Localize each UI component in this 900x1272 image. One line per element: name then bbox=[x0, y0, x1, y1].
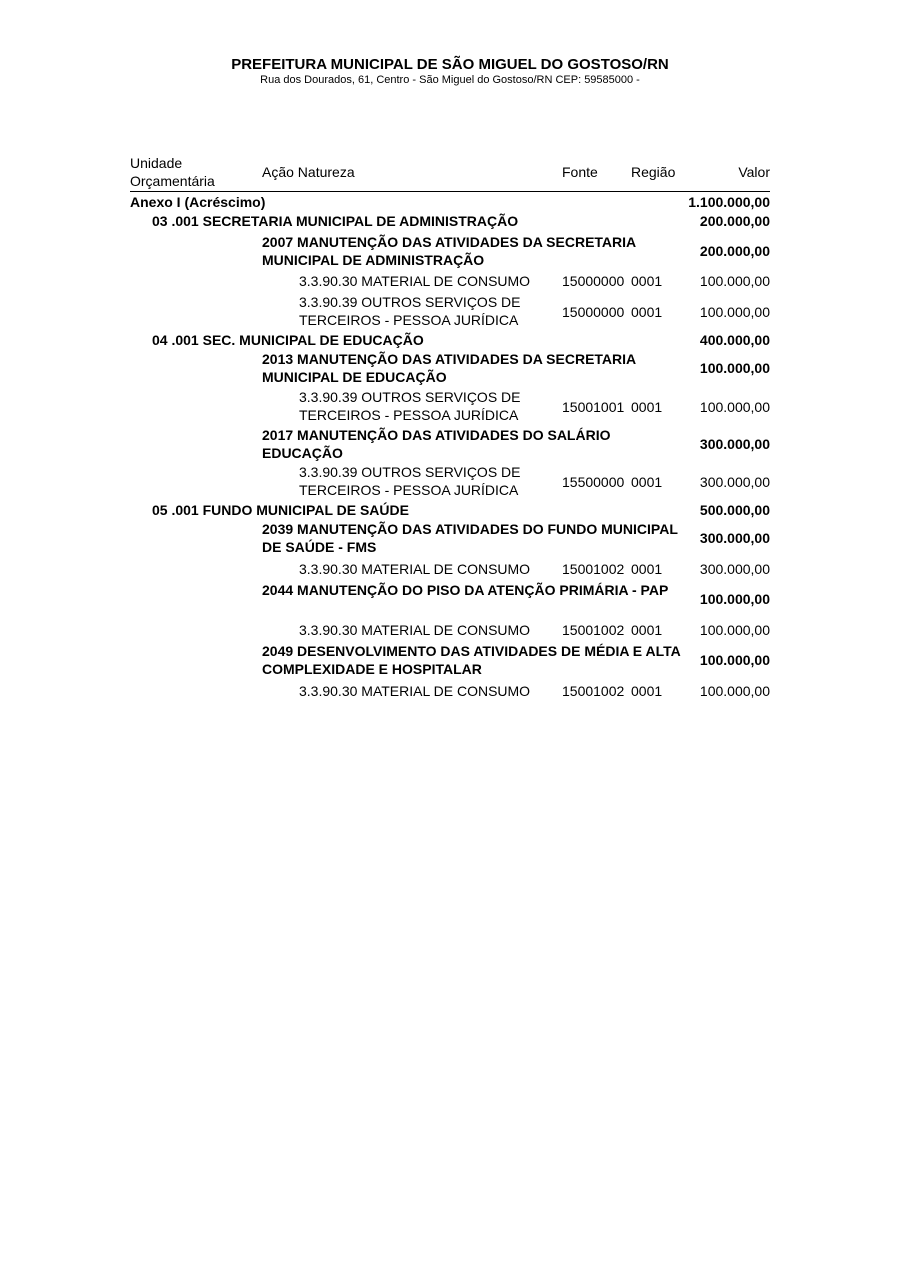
item-natureza: 3.3.90.39 OUTROS SERVIÇOS DE TERCEIROS - PESSOA JURÍDICA bbox=[299, 389, 521, 423]
action-label: 2049 DESENVOLVIMENTO DAS ATIVIDADES DE MÉDIA E ALTA COMPLEXIDADE E HOSPITALAR bbox=[262, 643, 681, 677]
action-valor: 100.000,00 bbox=[699, 652, 770, 668]
item-fonte: 15001002 bbox=[562, 561, 625, 577]
action-valor: 300.000,00 bbox=[699, 530, 770, 546]
item-natureza: 3.3.90.30 MATERIAL DE CONSUMO bbox=[299, 561, 531, 577]
item-regiao: 0001 bbox=[631, 622, 663, 638]
item-valor: 100.000,00 bbox=[699, 683, 770, 699]
item-fonte: 15500000 bbox=[562, 474, 625, 490]
item-valor: 100.000,00 bbox=[699, 304, 770, 320]
unit-label: 03 .001 SECRETARIA MUNICIPAL DE ADMINISTRAÇÃO bbox=[152, 213, 519, 229]
action-label: 2007 MANUTENÇÃO DAS ATIVIDADES DA SECRETARIA MUNICIPAL DE ADMINISTRAÇÃO bbox=[262, 234, 636, 268]
item-fonte: 15001001 bbox=[562, 399, 625, 415]
action-label: 2039 MANUTENÇÃO DAS ATIVIDADES DO FUNDO MUNICIPAL DE SAÚDE - FMS bbox=[262, 521, 678, 555]
item-valor: 100.000,00 bbox=[699, 622, 770, 638]
action-label: 2044 MANUTENÇÃO DO PISO DA ATENÇÃO PRIMÁRIA - PAP bbox=[262, 582, 669, 598]
unit-label: 05 .001 FUNDO MUNICIPAL DE SAÚDE bbox=[152, 502, 409, 518]
col-header-acao-natureza: Ação Natureza bbox=[262, 164, 355, 180]
action-label: 2013 MANUTENÇÃO DAS ATIVIDADES DA SECRETARIA MUNICIPAL DE EDUCAÇÃO bbox=[262, 351, 636, 385]
document-address: Rua dos Dourados, 61, Centro - São Miguel do Gostoso/RN CEP: 59585000 - bbox=[260, 74, 640, 86]
item-valor: 300.000,00 bbox=[699, 474, 770, 490]
item-fonte: 15000000 bbox=[562, 273, 625, 289]
action-label: 2017 MANUTENÇÃO DAS ATIVIDADES DO SALÁRIO EDUCAÇÃO bbox=[262, 427, 611, 461]
unit-valor: 500.000,00 bbox=[699, 502, 770, 518]
unit-valor: 200.000,00 bbox=[699, 213, 770, 229]
item-fonte: 15001002 bbox=[562, 622, 625, 638]
item-regiao: 0001 bbox=[631, 399, 663, 415]
action-valor: 100.000,00 bbox=[699, 591, 770, 607]
col-header-unidade-line2: Orçamentária bbox=[130, 173, 215, 189]
item-natureza: 3.3.90.30 MATERIAL DE CONSUMO bbox=[299, 273, 531, 289]
item-regiao: 0001 bbox=[631, 561, 663, 577]
item-regiao: 0001 bbox=[631, 683, 663, 699]
col-header-unidade-line1: Unidade bbox=[130, 155, 183, 171]
col-header-valor: Valor bbox=[738, 164, 770, 180]
col-header-fonte: Fonte bbox=[562, 164, 598, 180]
item-fonte: 15000000 bbox=[562, 304, 625, 320]
unit-valor: 400.000,00 bbox=[699, 332, 770, 348]
item-natureza: 3.3.90.30 MATERIAL DE CONSUMO bbox=[299, 683, 531, 699]
annex-label: Anexo I (Acréscimo) bbox=[130, 194, 266, 210]
item-regiao: 0001 bbox=[631, 273, 663, 289]
annex-valor: 1.100.000,00 bbox=[688, 194, 770, 210]
action-valor: 100.000,00 bbox=[699, 360, 770, 376]
item-natureza: 3.3.90.30 MATERIAL DE CONSUMO bbox=[299, 622, 531, 638]
item-valor: 100.000,00 bbox=[699, 273, 770, 289]
item-valor: 100.000,00 bbox=[699, 399, 770, 415]
item-fonte: 15001002 bbox=[562, 683, 625, 699]
item-regiao: 0001 bbox=[631, 304, 663, 320]
item-natureza: 3.3.90.39 OUTROS SERVIÇOS DE TERCEIROS - PESSOA JURÍDICA bbox=[299, 464, 521, 498]
item-regiao: 0001 bbox=[631, 474, 663, 490]
document-title: PREFEITURA MUNICIPAL DE SÃO MIGUEL DO GOSTOSO/RN bbox=[231, 56, 669, 73]
action-valor: 200.000,00 bbox=[699, 243, 770, 259]
header-divider bbox=[130, 191, 770, 192]
item-natureza: 3.3.90.39 OUTROS SERVIÇOS DE TERCEIROS - PESSOA JURÍDICA bbox=[299, 294, 521, 328]
item-valor: 300.000,00 bbox=[699, 561, 770, 577]
action-valor: 300.000,00 bbox=[699, 436, 770, 452]
unit-label: 04 .001 SEC. MUNICIPAL DE EDUCAÇÃO bbox=[152, 332, 424, 348]
col-header-regiao: Região bbox=[631, 164, 676, 180]
